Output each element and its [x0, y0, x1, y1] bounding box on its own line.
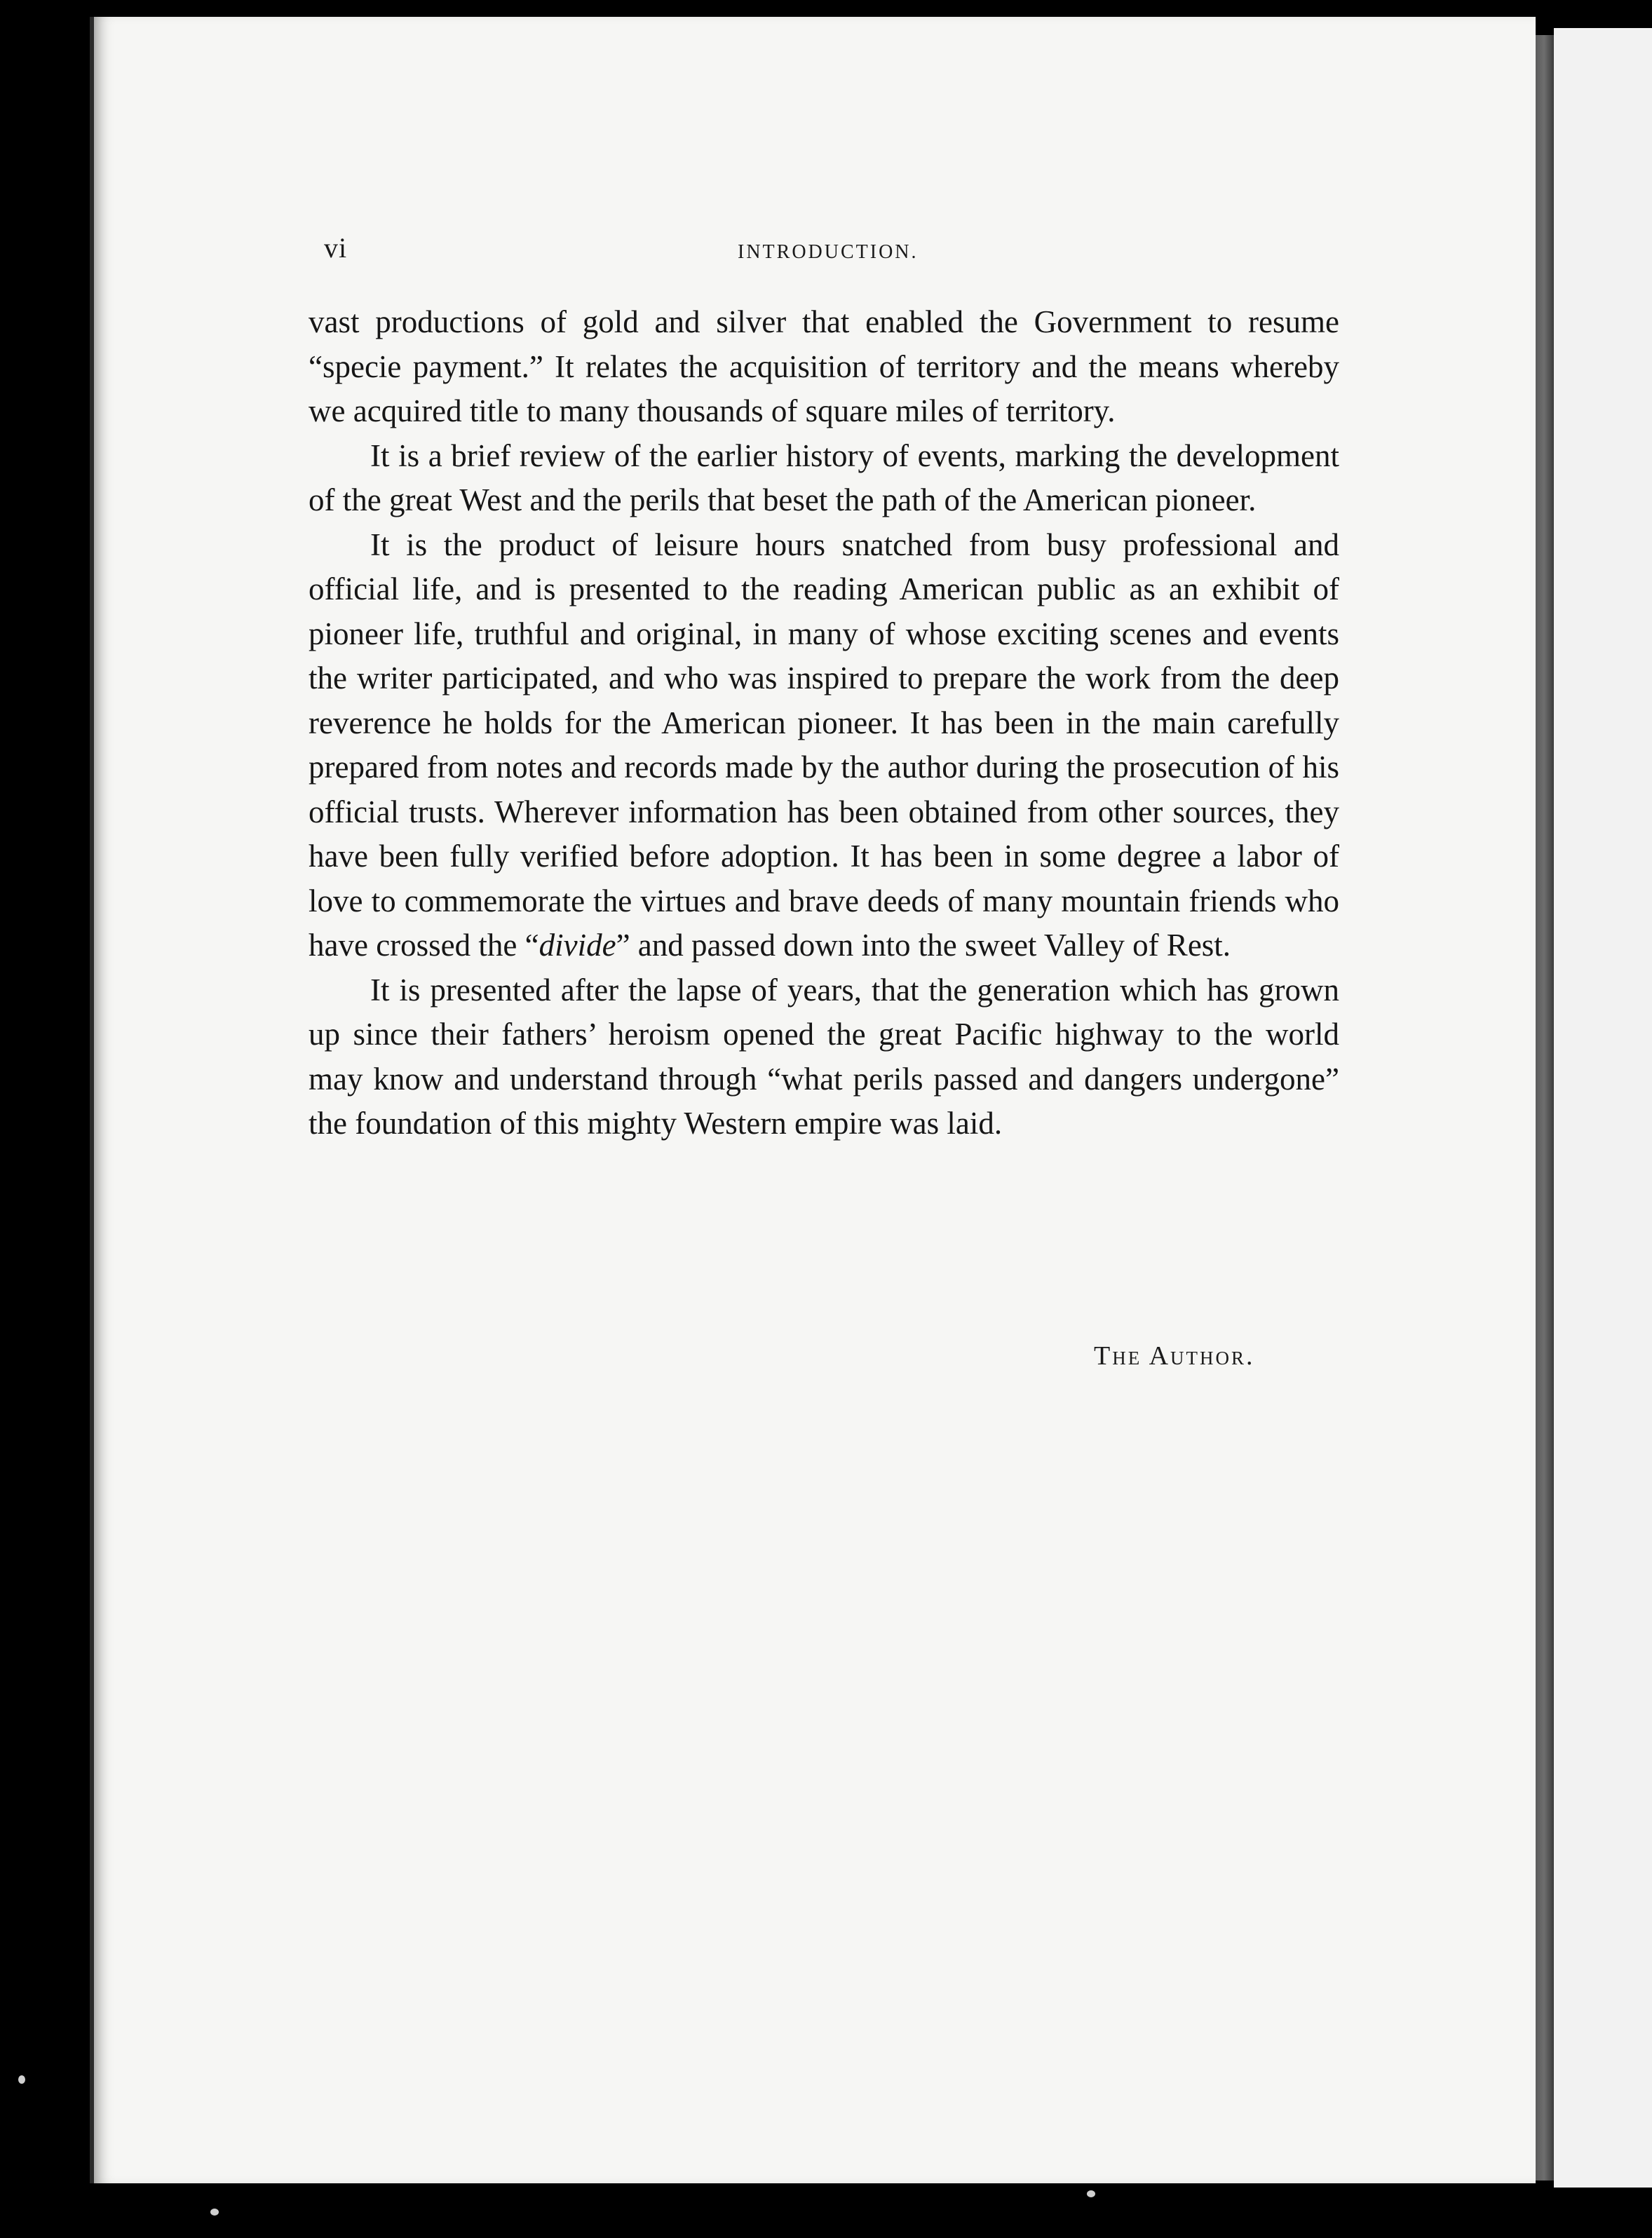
paragraph-product-text: It is the product of leisure hours snatched from busy professional and official life, and is presented to the reading American public as an exhibit of pioneer life, truthful and original, in many of whose exciting scenes and events the writer participated, and who was inspired to prepare the work from the deep reverence he holds for the American pioneer. It has been in the main carefully prepared from notes and records made by the author during the prosecution of his official trusts. Wherever information has been obtained from other sources, they have been fully verified before adoption. It has been in some degree a labor of love to commemorate the virtues and brave deeds of many mountain friends who have crossed the “	[309, 527, 1339, 963]
body-text	[309, 300, 1339, 1146]
paragraph-continuation: vast productions of gold and silver that enabled the Government to resume “specie payment.” It relates the acquisition of territory and the means whereby we acquired title to many thousands of square miles of territory.	[309, 304, 1339, 428]
next-leaf-edge	[1554, 28, 1652, 2188]
paragraph-product-ending: ” and passed down into the sweet Valley of Rest.	[616, 928, 1231, 963]
author-signature: The Author.	[1094, 1341, 1255, 1371]
divide-italic: divide	[539, 928, 616, 963]
paragraph-review: It is a brief review of the earlier history of events, marking the development of the great West and the perils that beset the path of the American pioneer.	[309, 438, 1339, 517]
paragraph-product	[309, 523, 1339, 968]
page-header	[324, 231, 1334, 273]
paragraph-presented: It is presented after the lapse of years, that the generation which has grown up since their fathers’ heroism opened the great Pacific highway to the world may know and understand through “what perils passed and dangers undergone” the foundation of this mighty Western empire was laid.	[309, 972, 1339, 1141]
scan-speck	[210, 2209, 219, 2216]
running-head: INTRODUCTION.	[738, 241, 919, 263]
scan-speck	[1087, 2190, 1095, 2197]
page-number: vi	[324, 232, 348, 264]
scan-speck	[18, 2075, 25, 2084]
